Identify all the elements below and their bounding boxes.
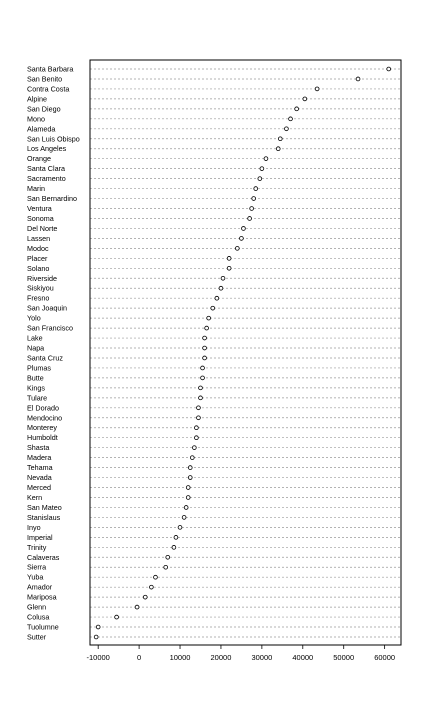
data-point <box>190 456 194 460</box>
data-point <box>143 595 147 599</box>
category-label: Amador <box>27 582 53 592</box>
data-point <box>96 625 100 629</box>
category-label: Calaveras <box>27 552 60 562</box>
category-label: Nevada <box>27 473 52 483</box>
category-label: Shasta <box>27 443 50 453</box>
category-label: Ventura <box>27 204 52 214</box>
data-point <box>250 207 254 211</box>
data-point <box>215 296 219 300</box>
data-point <box>203 356 207 360</box>
category-label: Humboldt <box>27 433 58 443</box>
category-label: Lassen <box>27 233 51 243</box>
category-label: Alameda <box>27 124 56 134</box>
category-label: Los Angeles <box>27 144 67 154</box>
data-point <box>178 525 182 529</box>
data-point <box>205 326 209 330</box>
category-label: San Diego <box>27 104 61 114</box>
data-point <box>219 286 223 290</box>
data-point <box>211 306 215 310</box>
category-label: Santa Barbara <box>27 64 74 74</box>
category-label: Kern <box>27 492 43 502</box>
category-label: San Joaquin <box>27 303 67 313</box>
data-point <box>278 137 282 141</box>
category-label: San Luis Obispo <box>27 134 80 144</box>
data-point <box>387 67 391 71</box>
category-label: Merced <box>27 483 51 493</box>
data-point <box>201 366 205 370</box>
category-label: Contra Costa <box>27 84 70 94</box>
category-labels <box>27 65 80 642</box>
category-label: Sacramento <box>27 174 66 184</box>
category-label: Santa Clara <box>27 164 65 174</box>
grid-lines <box>90 69 401 637</box>
data-point <box>197 416 201 420</box>
data-point <box>174 535 178 539</box>
data-point <box>242 227 246 231</box>
data-point <box>227 266 231 270</box>
data-point <box>172 545 176 549</box>
data-point <box>149 585 153 589</box>
data-point <box>192 446 196 450</box>
category-label: Mendocino <box>27 413 63 423</box>
x-axis-tick-label: -10000 <box>86 653 110 662</box>
data-point <box>248 217 252 221</box>
data-point <box>194 426 198 430</box>
data-point <box>188 466 192 470</box>
category-label: Del Norte <box>27 223 58 233</box>
category-label: Tuolumne <box>27 622 59 632</box>
data-point <box>254 187 258 191</box>
category-label: Riverside <box>27 273 57 283</box>
category-label: Sierra <box>27 562 47 572</box>
data-point <box>235 246 239 250</box>
category-label: Tehama <box>27 463 53 473</box>
x-axis-tick-label: 30000 <box>251 653 273 662</box>
data-point <box>276 147 280 151</box>
category-label: Imperial <box>27 532 53 542</box>
category-label: Yolo <box>27 313 41 323</box>
data-point <box>356 77 360 81</box>
category-label: Santa Cruz <box>27 353 63 363</box>
data-point <box>207 316 211 320</box>
category-label: Yuba <box>27 572 44 582</box>
category-label: Modoc <box>27 243 49 253</box>
data-point <box>203 336 207 340</box>
data-point <box>260 167 264 171</box>
data-point <box>240 237 244 241</box>
category-label: Mono <box>27 114 45 124</box>
data-point <box>194 436 198 440</box>
data-point <box>186 496 190 500</box>
data-point <box>197 406 201 410</box>
category-label: Kings <box>27 383 45 393</box>
data-point <box>184 506 188 510</box>
category-label: Sutter <box>27 632 47 642</box>
data-point <box>199 396 203 400</box>
category-label: Orange <box>27 154 51 164</box>
data-point <box>285 127 289 131</box>
category-label: Marin <box>27 184 45 194</box>
data-point <box>182 516 186 520</box>
data-point <box>258 177 262 181</box>
data-point <box>221 276 225 280</box>
category-label: San Francisco <box>27 323 73 333</box>
category-label: Madera <box>27 453 52 463</box>
data-point <box>264 157 268 161</box>
data-point <box>154 575 158 579</box>
data-point <box>289 117 293 121</box>
category-label: Alpine <box>27 94 47 104</box>
data-point <box>164 565 168 569</box>
category-label: Colusa <box>27 612 50 622</box>
data-point <box>295 107 299 111</box>
category-label: Sonoma <box>27 213 54 223</box>
data-point <box>303 97 307 101</box>
category-label: Trinity <box>27 542 47 552</box>
x-axis-tick-label: 10000 <box>169 653 191 662</box>
category-label: San Mateo <box>27 502 62 512</box>
category-label: Monterey <box>27 423 57 433</box>
category-label: San Bernardino <box>27 194 77 204</box>
category-label: San Benito <box>27 74 63 84</box>
category-label: El Dorado <box>27 403 59 413</box>
category-label: Inyo <box>27 522 41 532</box>
category-label: Placer <box>27 253 48 263</box>
x-axis-tick-label: 20000 <box>210 653 232 662</box>
data-point <box>94 635 98 639</box>
category-label: Glenn <box>27 602 47 612</box>
data-point <box>166 555 170 559</box>
category-label: Tulare <box>27 393 48 403</box>
data-point <box>315 87 319 91</box>
category-label: Lake <box>27 333 43 343</box>
x-axis-tick-label: 50000 <box>333 653 355 662</box>
category-label: Stanislaus <box>27 512 61 522</box>
category-label: Solano <box>27 263 50 273</box>
category-label: Butte <box>27 373 44 383</box>
x-axis-tick-label: 0 <box>137 653 142 662</box>
data-point <box>135 605 139 609</box>
data-point <box>186 486 190 490</box>
x-axis <box>87 645 396 662</box>
data-point <box>201 376 205 380</box>
data-point <box>203 346 207 350</box>
category-label: Plumas <box>27 363 51 373</box>
data-points <box>94 67 390 639</box>
category-label: Fresno <box>27 293 50 303</box>
x-axis-tick-label: 60000 <box>374 653 396 662</box>
category-label: Mariposa <box>27 592 57 602</box>
data-point <box>199 386 203 390</box>
category-label: Siskiyou <box>27 283 54 293</box>
data-point <box>227 256 231 260</box>
data-point <box>115 615 119 619</box>
category-label: Napa <box>27 343 45 353</box>
data-point <box>188 476 192 480</box>
x-axis-tick-label: 40000 <box>292 653 314 662</box>
data-point <box>252 197 256 201</box>
